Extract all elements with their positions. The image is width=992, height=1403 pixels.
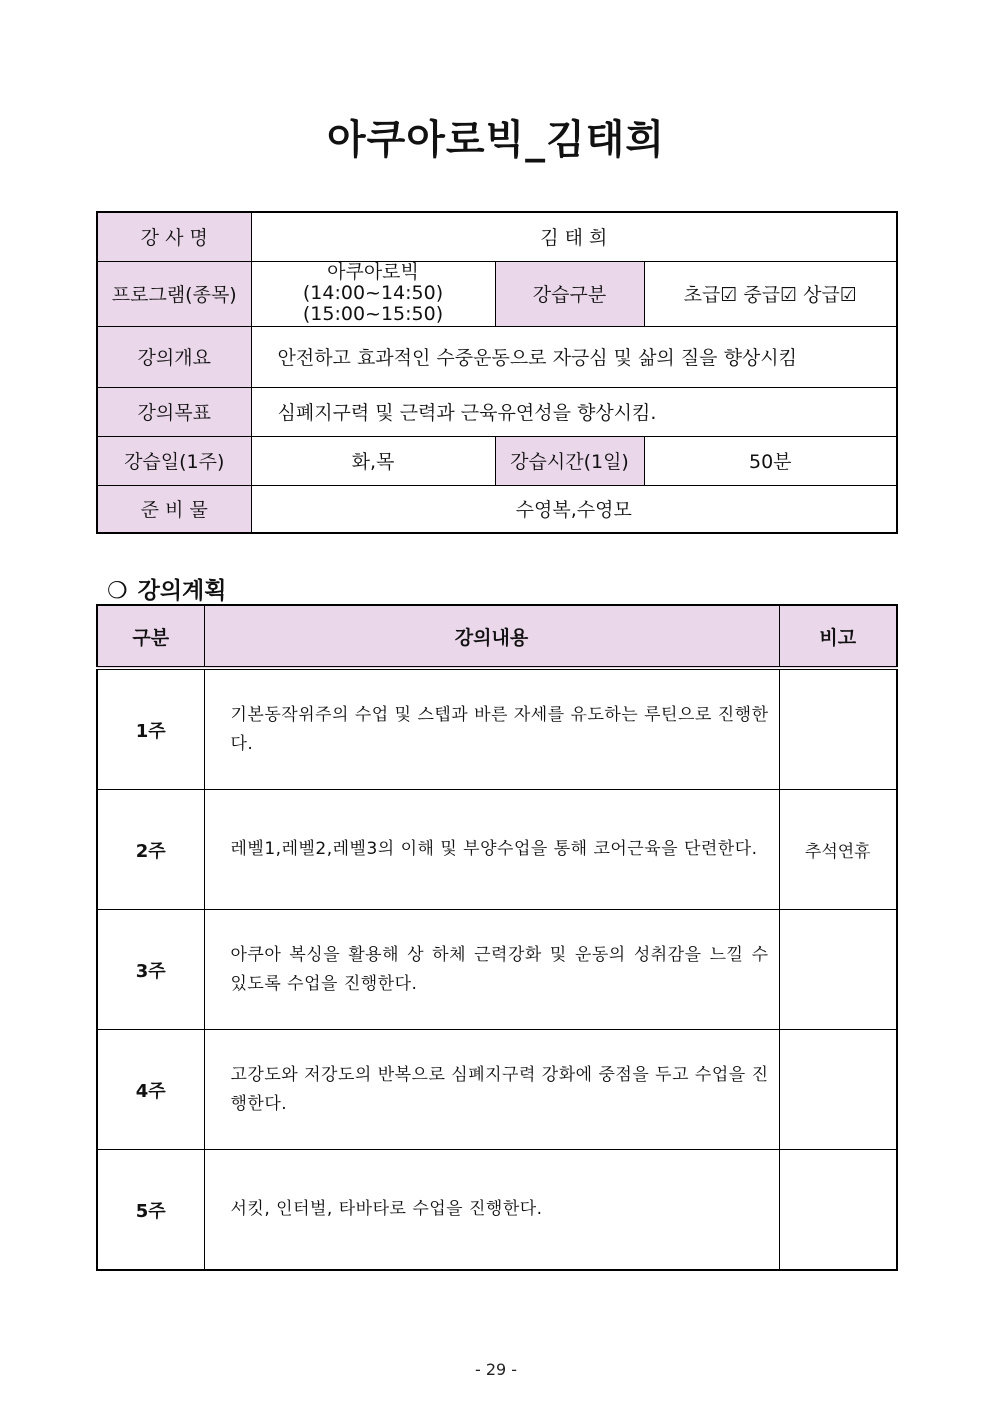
page-number: - 29 -: [474, 1360, 518, 1379]
header-note: 비고: [779, 605, 897, 668]
level-label: 강습구분: [495, 261, 644, 326]
duration-value: 50분: [644, 436, 897, 485]
note-cell: [779, 1150, 897, 1271]
note-cell: [779, 910, 897, 1030]
week-cell: 4주: [97, 1030, 204, 1150]
content-cell: 기본동작위주의 수업 및 스텝과 바른 자세를 유도하는 루틴으로 진행한다.: [204, 668, 779, 790]
content-cell: 고강도와 저강도의 반복으로 심폐지구력 강화에 중점을 두고 수업을 진행한다.: [204, 1030, 779, 1150]
goal-value: 심폐지구력 및 근력과 근육유연성을 향상시킴.: [251, 387, 897, 436]
lesson-plan-table: [96, 604, 898, 1271]
section-title: 강의계획: [137, 578, 227, 604]
week-cell: 5주: [97, 1150, 204, 1271]
supplies-label: 준 비 물: [97, 485, 251, 533]
note-cell: 추석연휴: [779, 790, 897, 910]
overview-value: 안전하고 효과적인 수중운동으로 자긍심 및 삶의 질을 향상시킴: [251, 326, 897, 387]
content-cell: 아쿠아 복싱을 활용해 상 하체 근력강화 및 운동의 성취감을 느낄 수 있도록 수업을 진행한다.: [204, 910, 779, 1030]
instructor-label: 강 사 명: [97, 212, 251, 261]
course-info-table: [96, 211, 898, 534]
note-cell: [779, 668, 897, 790]
content-cell: 서킷, 인터벌, 타바타로 수업을 진행한다.: [204, 1150, 779, 1271]
goal-label: 강의목표: [97, 387, 251, 436]
table-row: [97, 790, 897, 910]
overview-label: 강의개요: [97, 326, 251, 387]
week-cell: 1주: [97, 668, 204, 790]
circle-bullet-icon: ❍: [107, 578, 128, 604]
content-cell: 레벨1,레벨2,레벨3의 이해 및 부양수업을 통해 코어근육을 단련한다.: [204, 790, 779, 910]
days-value: 화,목: [251, 436, 495, 485]
header-week: 구분: [97, 605, 204, 668]
level-value: 초급☑ 중급☑ 상급☑: [644, 261, 897, 326]
duration-label: 강습시간(1일): [495, 436, 644, 485]
page-title: 아쿠아로빅_김태희: [326, 117, 666, 163]
program-label: 프로그램(종목): [97, 261, 251, 326]
supplies-value: 수영복,수영모: [251, 485, 897, 533]
program-value: [251, 261, 495, 326]
note-cell: [779, 1030, 897, 1150]
table-row: [97, 910, 897, 1030]
header-content: 강의내용: [204, 605, 779, 668]
week-cell: 3주: [97, 910, 204, 1030]
section-heading: [107, 572, 227, 605]
table-row: [97, 1030, 897, 1150]
table-row: [97, 668, 897, 790]
program-name: 아쿠아로빅: [327, 261, 419, 283]
week-cell: 2주: [97, 790, 204, 910]
instructor-value: 김 태 희: [251, 212, 897, 261]
program-time-2: (15:00~15:50): [302, 303, 444, 325]
table-row: [97, 1150, 897, 1271]
program-time-1: (14:00~14:50): [302, 282, 444, 304]
days-label: 강습일(1주): [97, 436, 251, 485]
